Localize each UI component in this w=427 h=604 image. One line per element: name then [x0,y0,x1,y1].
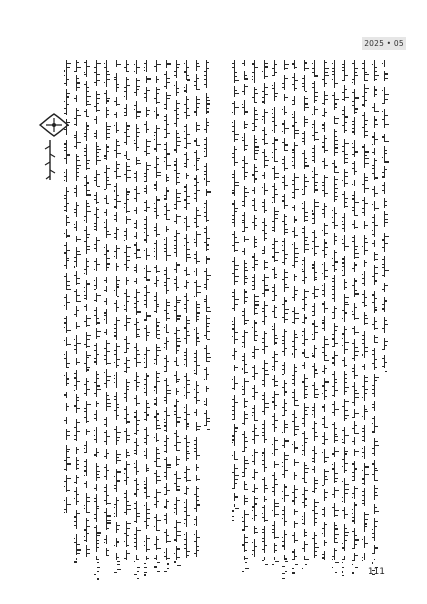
text-column [340,60,349,560]
text-column [132,60,141,560]
text-column [270,60,279,560]
text-column [62,60,71,560]
text-column [330,60,339,560]
text-column [300,60,309,560]
text-column [72,60,81,560]
page-number: 111 [367,567,385,577]
text-column [152,60,161,560]
text-column [310,60,319,560]
text-column [192,60,201,560]
text-column [260,60,269,560]
text-column [142,60,151,560]
text-column [92,60,101,560]
text-column [250,60,259,560]
text-column [320,60,329,560]
text-column [290,60,299,560]
text-column [230,60,239,560]
text-column [370,60,379,560]
text-column [202,60,211,560]
text-column [172,60,181,560]
text-column [280,60,289,560]
text-block-left [62,60,212,560]
text-column [122,60,131,560]
text-column [82,60,91,560]
issue-badge: 2025 • 05 [362,37,406,50]
text-column [240,60,249,560]
text-block-right [230,60,390,560]
text-column [360,60,369,560]
text-column [112,60,121,560]
running-title-glyph [44,138,56,182]
text-column [162,60,171,560]
text-column [380,60,389,560]
text-column [102,60,111,560]
text-column [182,60,191,560]
text-column [350,60,359,560]
